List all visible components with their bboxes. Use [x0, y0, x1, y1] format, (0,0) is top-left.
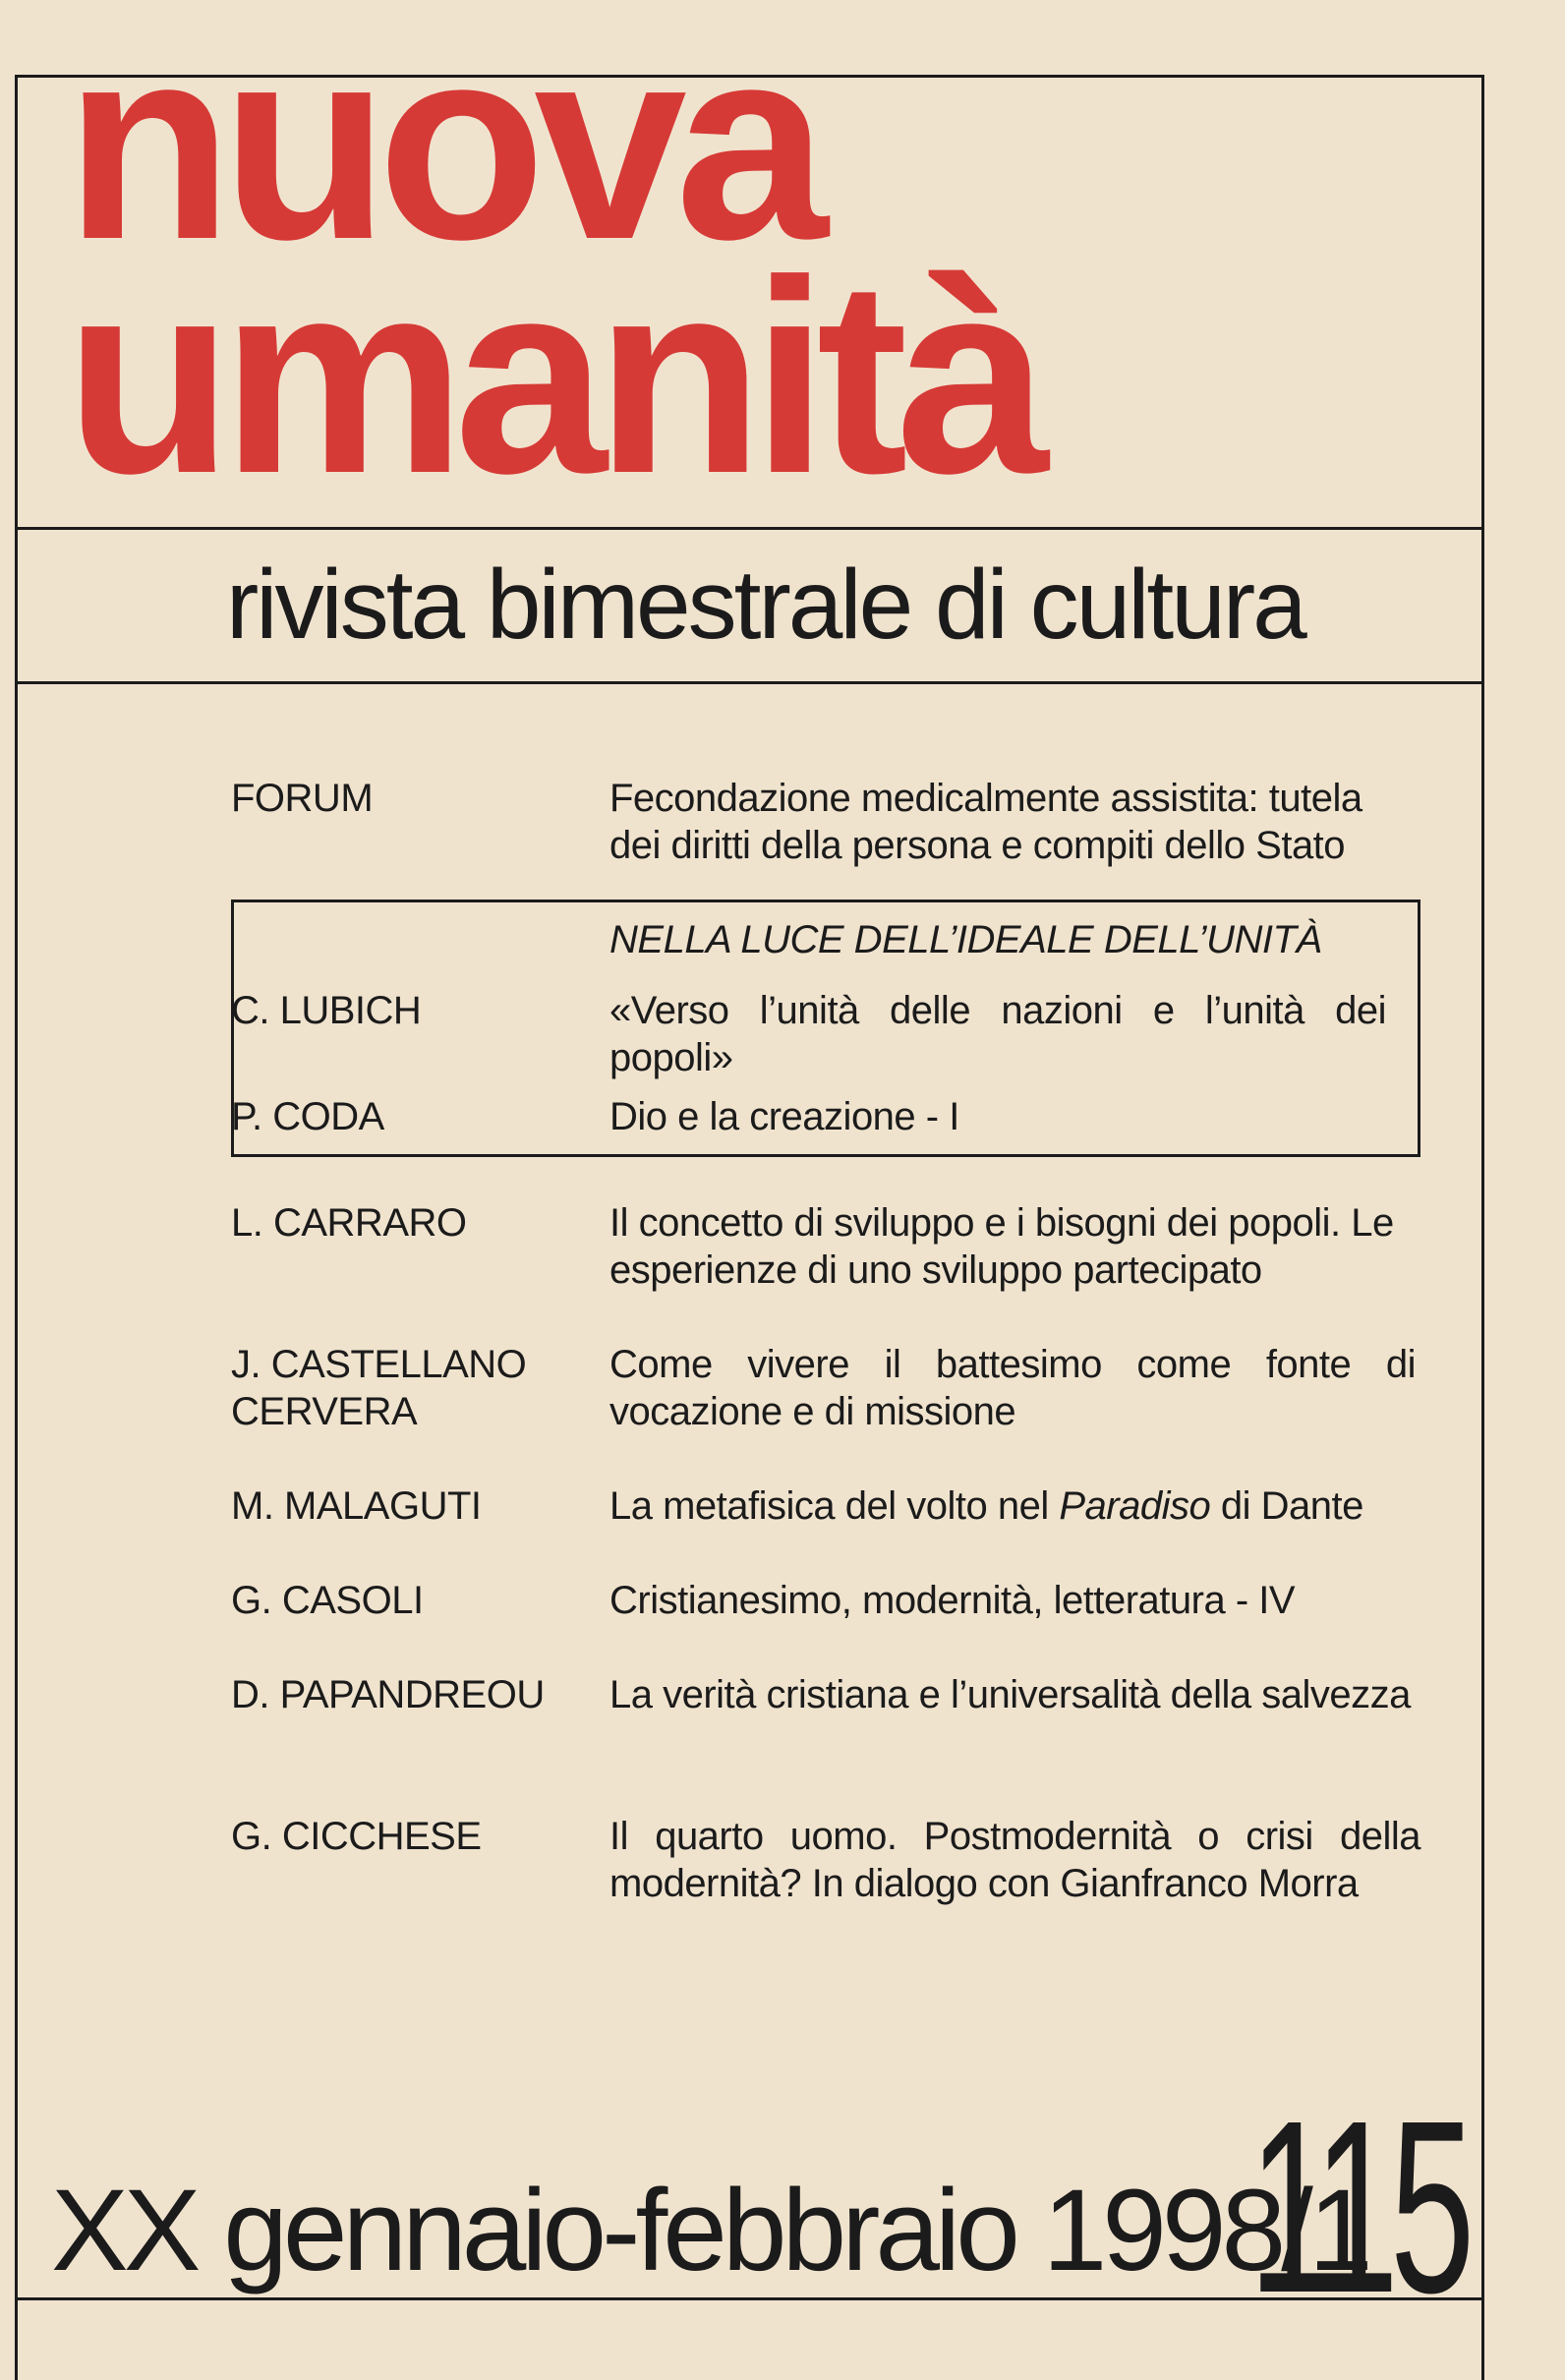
- forum-title: Fecondazione medicalmente assistita: tutela dei diritti della persona e compiti dello Stato: [609, 777, 1362, 867]
- author-castellano: J. CASTELLANO CERVERA: [231, 1343, 527, 1433]
- forum-label: FORUM: [231, 777, 374, 820]
- subtitle: rivista bimestrale di cultura: [226, 550, 1304, 660]
- author-casoli: G. CASOLI: [231, 1579, 424, 1622]
- title-malaguti-italic: Paradiso: [1059, 1484, 1211, 1528]
- masthead-line-2: umanità: [65, 224, 1038, 515]
- masthead: [18, 83, 1481, 515]
- title-papandreou: La verità cristiana e l’universalità della salvezza: [609, 1673, 1411, 1716]
- title-casoli: Cristianesimo, modernità, letteratura - IV: [609, 1579, 1296, 1622]
- subtitle-rule: [18, 681, 1481, 684]
- author-cicchese: G. CICCHESE: [231, 1815, 482, 1858]
- author-carraro: L. CARRARO: [231, 1201, 467, 1245]
- title-malaguti: [609, 1482, 1420, 1530]
- title-malaguti-part-1: La metafisica del volto nel: [609, 1484, 1060, 1528]
- title-carraro: Il concetto di sviluppo e i bisogni dei popoli. Le esperienze di uno sviluppo partecipato: [609, 1201, 1394, 1292]
- title-cicchese: Il quarto uomo. Postmodernità o crisi della modernità? In dialogo con Gianfranco Morra: [609, 1815, 1420, 1905]
- author-lubich: C. LUBICH: [231, 989, 422, 1032]
- author-coda: P. CODA: [231, 1095, 384, 1138]
- issue-number: 115: [1248, 2069, 1467, 2344]
- title-coda: Dio e la creazione - I: [609, 1095, 959, 1138]
- masthead-line-1: nuova: [65, 83, 817, 297]
- title-malaguti-part-2: di Dante: [1210, 1484, 1363, 1528]
- section-heading: NELLA LUCE DELL’IDEALE DELL’UNITÀ: [609, 918, 1322, 961]
- author-malaguti: M. MALAGUTI: [231, 1484, 482, 1528]
- title-castellano: Come vivere il battesimo come fonte di vocazione e di missione: [609, 1343, 1416, 1433]
- title-lubich: «Verso l’unità delle nazioni e l’unità dei popoli»: [609, 989, 1386, 1079]
- masthead-rule: [18, 527, 1481, 530]
- issue-date: XX gennaio-febbraio 1998/1: [51, 2166, 1368, 2295]
- author-papandreou: D. PAPANDREOU: [231, 1673, 545, 1716]
